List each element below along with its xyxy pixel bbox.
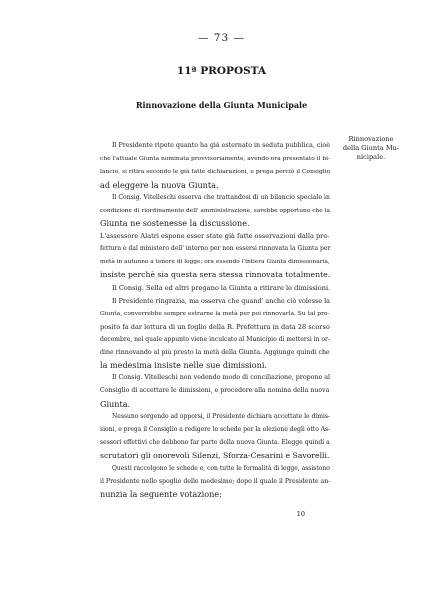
proposal-subtitle: Rinnovazione della Giunta Municipale (135, 100, 308, 110)
body-text (100, 140, 330, 501)
body-line: Il Presidente ripete quanto ha già esternato in seduta pubblica, cioè (112, 142, 330, 149)
proposal-title: 11ª PROPOSTA (176, 65, 267, 77)
body-line: Questi raccolgono le schede e, con tutte le formalità di legge, assistono (112, 464, 330, 472)
body-line: Il Presidente ringrazia, ma osserva che quand' anche ciò volesse la (112, 296, 330, 305)
body-line: posito fa dar lettura di un foglio della R. Prefettura in data 28 scorso (100, 322, 330, 331)
body-line: Consiglio di accettare le dimissioni, e procedere alla nomina della nuova (100, 387, 330, 395)
body-line: Nessuno sorgendo ad opporsi, il Presidente dichiara accettate le dimis- (112, 413, 330, 421)
margin-note-line: Rinnovazione (348, 135, 394, 143)
body-line: nunzia la seguente votazione: (100, 489, 222, 500)
body-line: dine rinnovando al più presto la metà della Giunta. Aggiunge quindi che (100, 348, 330, 356)
body-line: fettura e dal ministero dell' interno per non essersi rinnovata la Giunta per (100, 245, 331, 253)
margin-note-line: nicipale. (356, 153, 386, 161)
body-line: ad eleggere la nuova Giunta. (100, 179, 219, 190)
body-line: che l'attuale Giunta nominata provvisoriamente, avendo ora presentato il bi- (100, 154, 331, 162)
body-line: scrutatori gli onorevoli Silenzi, Sforza-Cesarini e Savorelli. (100, 450, 330, 460)
body-line: il Presidente nello spoglio delle medesime; dopo il quale il Presidente an- (100, 477, 331, 485)
margin-note-line: della Giunta Mu- (342, 144, 400, 152)
signature-mark: 10 (296, 510, 305, 518)
body-line: L'assessore Alatri espone esser state già fatte osservazioni dalla pre- (100, 232, 330, 241)
body-line: decembre, nel quale appunto viene inculcato al Municipio di mettersi in or- (100, 335, 330, 343)
body-line: Giunta, converrebbe sempre estrarne la metà per poi rinnovarla. Su tal pro- (100, 309, 330, 317)
page-number: — 73 — (197, 32, 246, 44)
body-line: insiste perchè sia questa sera stessa rinnovata totalmente. (100, 270, 331, 280)
body-line: sessori effettivi che debbono far parte della nuova Giunta. Elegge quindi a (100, 438, 330, 446)
body-line: Il Consig. Vitelleschi osserva che trattandosi di un bilancio speciale in (112, 193, 330, 201)
body-line: Il Consig. Sella ed altri pregano la Giunta a ritirare le dimissioni. (112, 283, 331, 292)
body-line: la medesima insiste nelle sue dimissioni. (100, 360, 267, 371)
body-line: Giunta. (100, 399, 131, 410)
body-line: Il Consig. Vitelleschi non vedendo modo di conciliazione, propone al (112, 374, 331, 382)
body-line: lancio, si ritira secondo le già fatte dichiarazioni, e prega perciò il Consiglio (100, 167, 331, 175)
body-line: metà in autunno a tenore di legge; ora essendo l'intiera Giunta dimissionaria, (100, 259, 330, 266)
body-line: sioni, e prega il Consiglio a redigere le schede per la elezione degli otto As- (100, 425, 331, 433)
margin-note (336, 135, 406, 162)
body-line: condizione di riordinamento dell' amministrazione, sarebbe opportuno che la (100, 207, 331, 214)
body-line: Giunta ne sostenesse la discussione. (100, 218, 250, 229)
